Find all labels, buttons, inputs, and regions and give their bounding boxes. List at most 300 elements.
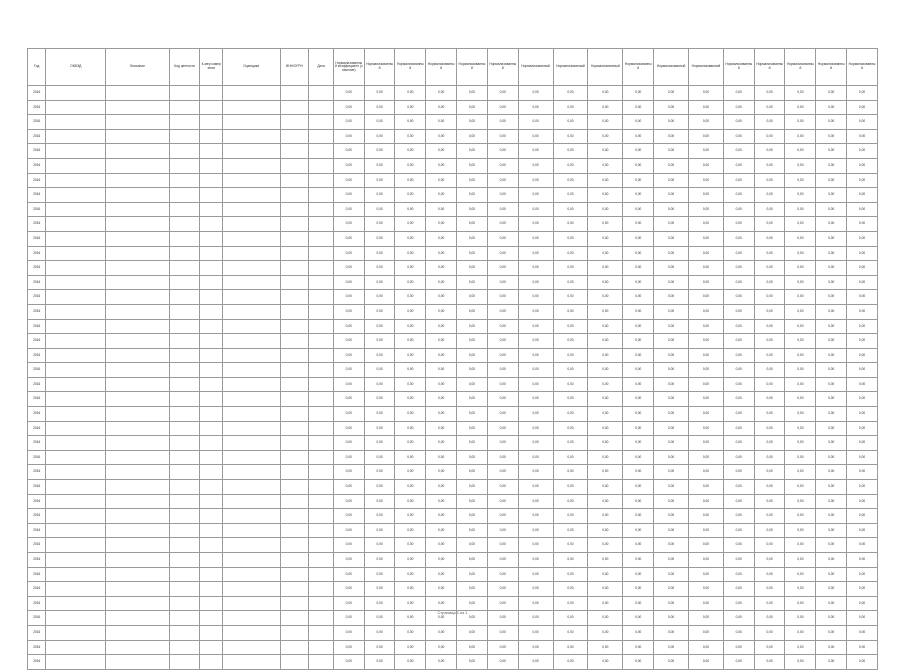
table-cell: 0,00 [785,392,816,407]
column-header: Нормализованный [364,49,395,86]
table-cell: 2016 [28,115,46,130]
table-cell: 0,00 [588,480,623,495]
table-cell: 0,00 [623,129,654,144]
table-cell: 0,00 [723,436,754,451]
table-cell: 0,00 [333,494,364,509]
table-cell: 0,00 [333,100,364,115]
table-cell: 2016 [28,86,46,101]
table-cell [46,523,106,538]
table-cell: 0,00 [426,480,457,495]
table-cell [106,655,170,670]
table-cell [46,144,106,159]
table-cell [169,290,200,305]
table-cell: 0,00 [333,188,364,203]
table-cell: 0,00 [654,377,689,392]
table-cell: 0,00 [847,450,878,465]
table-cell [309,538,334,553]
table-cell: 0,00 [654,567,689,582]
table-cell: 0,00 [333,334,364,349]
table-cell: 0,00 [654,509,689,524]
table-cell [106,129,170,144]
table-cell: 0,00 [754,596,785,611]
table-cell: 0,00 [816,596,847,611]
table-cell: 0,00 [816,625,847,640]
table-cell: 0,00 [395,465,426,480]
table-cell: 0,00 [364,115,395,130]
table-cell: 0,00 [426,246,457,261]
table-cell: 2016 [28,567,46,582]
table-cell: 0,00 [654,450,689,465]
table-cell [309,523,334,538]
table-cell: 0,00 [487,86,518,101]
table-cell [106,377,170,392]
table-cell [309,494,334,509]
table-row [28,480,878,495]
table-cell: 0,00 [457,494,488,509]
table-cell [280,173,309,188]
table-cell: 0,00 [395,188,426,203]
table-cell: 0,00 [457,582,488,597]
table-cell: 0,00 [395,407,426,422]
table-cell: 0,00 [395,86,426,101]
table-cell: 0,00 [426,436,457,451]
table-cell: 0,00 [395,392,426,407]
table-cell [280,538,309,553]
table-cell: 0,00 [623,625,654,640]
table-cell: 0,00 [754,553,785,568]
table-cell [106,363,170,378]
column-header: Нормализованный [588,49,623,86]
table-cell: 0,00 [333,261,364,276]
table-cell: 0,00 [426,348,457,363]
table-cell: 0,00 [785,115,816,130]
table-cell: 0,00 [847,319,878,334]
table-cell: 0,00 [553,625,588,640]
table-cell: 0,00 [553,115,588,130]
table-cell: 0,00 [754,334,785,349]
table-cell: 0,00 [553,348,588,363]
table-cell: 0,00 [518,144,553,159]
table-cell [309,655,334,670]
table-cell: 0,00 [487,392,518,407]
table-cell: 0,00 [395,523,426,538]
table-cell: 0,00 [426,465,457,480]
table-cell: 0,00 [457,246,488,261]
table-cell: 0,00 [754,421,785,436]
table-cell: 0,00 [518,246,553,261]
table-cell [200,494,223,509]
table-cell: 0,00 [333,231,364,246]
table-cell: 0,00 [723,231,754,246]
table-cell: 0,00 [847,582,878,597]
table-cell: 0,00 [364,494,395,509]
table-cell [106,173,170,188]
table-cell: 0,00 [723,363,754,378]
table-cell: 0,00 [754,100,785,115]
table-row [28,202,878,217]
table-cell [46,246,106,261]
table-cell: 0,00 [847,334,878,349]
table-cell [46,275,106,290]
table-cell: 0,00 [588,523,623,538]
table-cell: 0,00 [654,582,689,597]
table-cell [46,392,106,407]
table-cell: 0,00 [553,129,588,144]
table-cell [280,129,309,144]
table-cell: 0,00 [816,582,847,597]
table-cell: 0,00 [487,115,518,130]
table-cell: 0,00 [723,655,754,670]
table-cell: 0,00 [395,436,426,451]
table-cell: 0,00 [754,655,785,670]
column-header: Дата [309,49,334,86]
table-cell: 0,00 [754,392,785,407]
column-header: Нормализованный [553,49,588,86]
table-cell: 0,00 [426,567,457,582]
table-cell [200,553,223,568]
table-cell: 2016 [28,421,46,436]
table-cell: 0,00 [785,231,816,246]
table-cell: 0,00 [457,275,488,290]
table-cell [106,319,170,334]
table-cell [169,275,200,290]
table-cell: 0,00 [518,538,553,553]
table-cell: 0,00 [457,290,488,305]
column-header: Нормализованный [654,49,689,86]
table-cell: 0,00 [847,348,878,363]
table-cell: 0,00 [816,173,847,188]
table-cell [309,553,334,568]
table-cell: 0,00 [518,304,553,319]
column-header: Код ценности [169,49,200,86]
table-cell [106,115,170,130]
table-cell: 0,00 [553,377,588,392]
table-cell [309,144,334,159]
table-cell: 0,00 [333,304,364,319]
table-cell: 0,00 [553,231,588,246]
table-cell [223,655,280,670]
table-cell: 0,00 [426,407,457,422]
table-cell: 0,00 [333,348,364,363]
table-row [28,363,878,378]
table-cell: 0,00 [723,582,754,597]
table-cell: 0,00 [364,538,395,553]
table-cell: 0,00 [847,480,878,495]
table-cell [169,202,200,217]
table-cell: 0,00 [785,596,816,611]
table-cell: 0,00 [847,363,878,378]
table-cell: 0,00 [785,246,816,261]
table-cell: 0,00 [426,158,457,173]
table-cell: 0,00 [426,363,457,378]
table-cell: 0,00 [395,129,426,144]
table-cell [309,582,334,597]
table-cell: 0,00 [588,596,623,611]
table-cell [223,392,280,407]
table-cell: 0,00 [847,86,878,101]
table-cell: 0,00 [785,319,816,334]
table-cell: 0,00 [333,450,364,465]
table-cell: 0,00 [426,173,457,188]
table-cell [309,290,334,305]
column-header: ИНН/ОГРН [280,49,309,86]
table-cell: 0,00 [785,173,816,188]
table-cell: 0,00 [754,202,785,217]
table-cell: 0,00 [364,582,395,597]
table-cell: 0,00 [395,231,426,246]
table-cell: 0,00 [426,115,457,130]
table-cell: 0,00 [395,553,426,568]
table-cell [309,480,334,495]
table-cell: 0,00 [754,567,785,582]
table-cell [46,465,106,480]
table-cell: 2016 [28,290,46,305]
table-cell: 0,00 [457,655,488,670]
table-cell: 2016 [28,596,46,611]
table-cell: 0,00 [553,480,588,495]
table-cell: 0,00 [364,275,395,290]
table-cell: 0,00 [333,115,364,130]
table-cell: 0,00 [816,509,847,524]
table-cell: 0,00 [785,304,816,319]
table-cell: 0,00 [785,611,816,626]
table-cell: 0,00 [518,523,553,538]
table-cell: 0,00 [518,567,553,582]
table-cell: 0,00 [689,144,724,159]
table-cell: 0,00 [333,377,364,392]
table-cell: 0,00 [395,596,426,611]
table-cell: 0,00 [816,553,847,568]
table-cell [46,86,106,101]
table-cell [46,231,106,246]
table-cell [46,553,106,568]
table-cell: 0,00 [487,625,518,640]
table-cell [309,436,334,451]
table-cell: 0,00 [553,640,588,655]
table-cell: 0,00 [588,348,623,363]
table-cell: 0,00 [588,611,623,626]
table-cell [200,596,223,611]
column-header: Нормализованный [623,49,654,86]
table-cell: 0,00 [623,86,654,101]
table-cell: 0,00 [553,188,588,203]
table-cell: 0,00 [487,334,518,349]
table-cell: 0,00 [723,144,754,159]
table-cell: 0,00 [623,480,654,495]
table-cell: 0,00 [364,319,395,334]
table-cell: 0,00 [816,290,847,305]
table-cell: 0,00 [588,582,623,597]
table-cell: 0,00 [816,363,847,378]
table-cell: 0,00 [518,625,553,640]
table-cell: 0,00 [395,202,426,217]
table-cell: 0,00 [623,494,654,509]
table-cell: 0,00 [654,596,689,611]
table-cell: 0,00 [426,509,457,524]
table-cell [223,348,280,363]
table-cell [200,275,223,290]
table-cell: 0,00 [847,611,878,626]
table-cell [46,115,106,130]
table-cell: 0,00 [723,377,754,392]
table-cell [169,596,200,611]
page-number: Страница 1 из 1 [437,610,468,615]
table-cell [46,655,106,670]
table-cell: 0,00 [518,319,553,334]
table-cell: 2016 [28,655,46,670]
table-cell [200,450,223,465]
table-cell: 0,00 [847,115,878,130]
table-cell: 0,00 [457,304,488,319]
table-cell: 0,00 [487,217,518,232]
table-cell [200,625,223,640]
table-cell: 0,00 [333,202,364,217]
table-cell: 2016 [28,348,46,363]
table-cell: 0,00 [426,625,457,640]
table-cell: 0,00 [654,158,689,173]
table-cell: 0,00 [518,348,553,363]
table-cell: 0,00 [457,596,488,611]
table-cell: 0,00 [723,202,754,217]
table-cell: 0,00 [395,625,426,640]
table-cell [106,86,170,101]
table-cell: 0,00 [785,100,816,115]
table-row [28,582,878,597]
table-cell: 0,00 [588,231,623,246]
table-cell: 0,00 [426,319,457,334]
table-cell: 2016 [28,480,46,495]
table-cell: 0,00 [816,202,847,217]
table-cell [309,450,334,465]
table-cell: 0,00 [333,421,364,436]
table-cell: 0,00 [785,465,816,480]
table-cell: 2016 [28,494,46,509]
table-cell: 0,00 [553,450,588,465]
table-cell [106,202,170,217]
table-cell [280,188,309,203]
table-cell: 0,00 [847,275,878,290]
table-cell: 0,00 [333,144,364,159]
table-cell: 0,00 [457,611,488,626]
table-cell [223,480,280,495]
table-cell: 0,00 [553,334,588,349]
table-cell [309,377,334,392]
table-cell [223,553,280,568]
table-cell: 0,00 [754,231,785,246]
table-cell: 0,00 [426,596,457,611]
table-cell [106,509,170,524]
table-cell [280,567,309,582]
table-cell: 0,00 [395,377,426,392]
table-cell: 0,00 [689,377,724,392]
table-cell: 0,00 [623,275,654,290]
column-header: Описание [106,49,170,86]
table-cell [309,202,334,217]
table-cell: 0,00 [723,115,754,130]
table-cell: 0,00 [518,158,553,173]
table-cell [169,348,200,363]
table-cell: 0,00 [689,523,724,538]
table-cell [280,494,309,509]
table-cell: 0,00 [588,319,623,334]
table-cell: 0,00 [487,100,518,115]
table-cell: 0,00 [553,173,588,188]
table-cell: 0,00 [553,217,588,232]
table-cell: 0,00 [816,523,847,538]
table-cell: 0,00 [654,640,689,655]
table-row [28,553,878,568]
table-cell: 0,00 [588,465,623,480]
table-cell: 0,00 [654,407,689,422]
table-cell: 0,00 [689,246,724,261]
table-cell [106,188,170,203]
table-cell: 0,00 [654,129,689,144]
table-cell: 0,00 [654,480,689,495]
table-cell [200,86,223,101]
table-row [28,494,878,509]
table-cell: 0,00 [364,217,395,232]
table-cell [223,275,280,290]
table-cell: 2016 [28,509,46,524]
table-cell: 0,00 [816,217,847,232]
table-cell [106,144,170,159]
table-cell: 0,00 [457,363,488,378]
table-cell: 0,00 [654,334,689,349]
table-cell: 0,00 [588,640,623,655]
table-cell: 0,00 [553,202,588,217]
table-cell: 2016 [28,640,46,655]
table-cell [46,450,106,465]
table-cell: 0,00 [553,86,588,101]
table-cell: 0,00 [654,86,689,101]
table-cell: 0,00 [754,450,785,465]
table-cell: 0,00 [754,509,785,524]
table-cell: 0,00 [816,100,847,115]
table-cell: 0,00 [816,261,847,276]
table-cell: 0,00 [689,625,724,640]
table-cell: 0,00 [654,202,689,217]
table-cell: 0,00 [518,275,553,290]
table-cell: 0,00 [364,304,395,319]
table-cell: 0,00 [364,640,395,655]
table-cell: 2016 [28,100,46,115]
table-cell: 0,00 [588,115,623,130]
table-cell [106,231,170,246]
table-cell [280,115,309,130]
table-cell: 0,00 [518,450,553,465]
table-cell [280,655,309,670]
table-cell: 0,00 [457,144,488,159]
table-cell: 0,00 [426,421,457,436]
table-row [28,538,878,553]
table-cell: 0,00 [623,304,654,319]
table-cell: 2016 [28,275,46,290]
table-cell [200,392,223,407]
table-cell: 2016 [28,158,46,173]
table-cell: 0,00 [364,450,395,465]
table-cell: 2016 [28,436,46,451]
table-cell [223,231,280,246]
table-cell: 0,00 [518,202,553,217]
table-cell: 2016 [28,304,46,319]
table-cell [46,202,106,217]
table-cell [169,261,200,276]
table-cell: 0,00 [847,217,878,232]
table-cell: 0,00 [553,538,588,553]
table-cell [169,436,200,451]
table-cell [309,275,334,290]
table-cell: 0,00 [333,217,364,232]
